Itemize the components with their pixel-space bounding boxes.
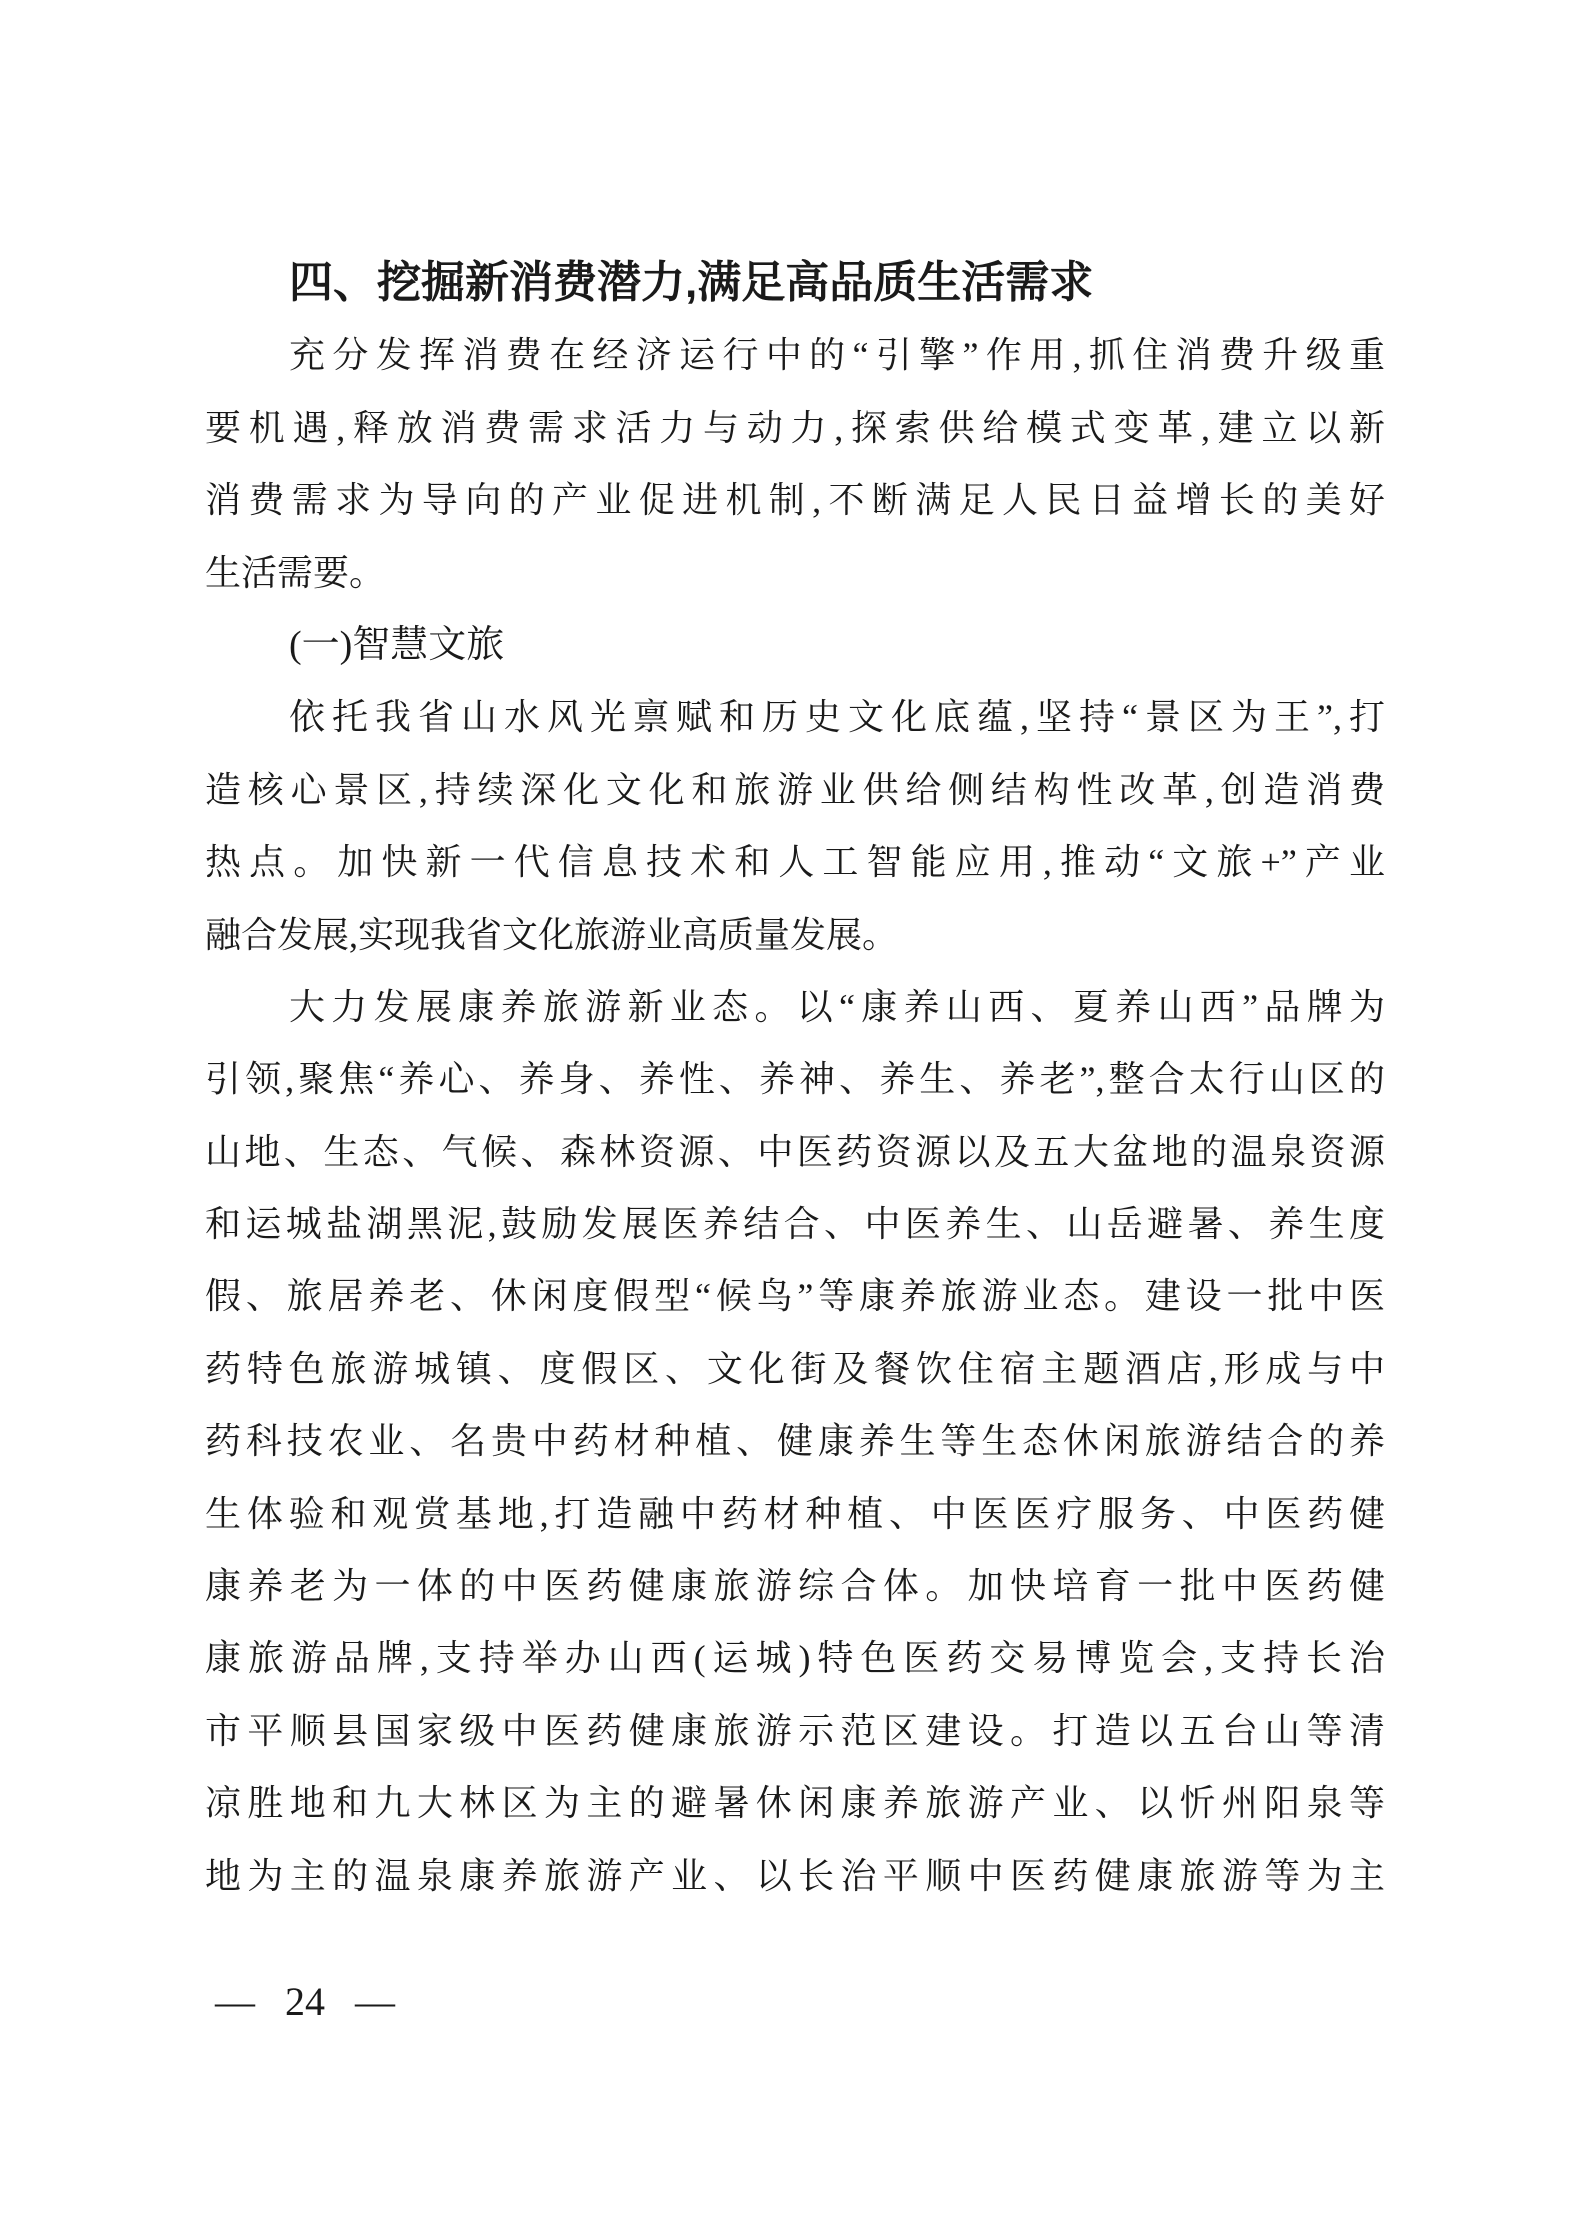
- text-line: 地为主的温泉康养旅游产业、以长治平顺中医药健康旅游等为主: [205, 1855, 1385, 1896]
- text-line: 山地、生态、气候、森林资源、中医药资源以及五大盆地的温泉资源: [205, 1131, 1385, 1172]
- text-line: 引领,聚焦“养心、养身、养性、养神、养生、养老”,整合太行山区的: [205, 1059, 1385, 1100]
- text-line: 药特色旅游城镇、度假区、文化街及餐饮住宿主题酒店,形成与中: [205, 1348, 1385, 1389]
- text-line: 药科技农业、名贵中药材种植、健康养生等生态休闲旅游结合的养: [205, 1421, 1385, 1462]
- text-line: 融合发展,实现我省文化旅游业高质量发展。: [205, 914, 899, 955]
- page-footer: [215, 1980, 395, 2024]
- footer-dash-left: —: [215, 1979, 255, 2024]
- text-line: 市平顺县国家级中医药健康旅游示范区建设。打造以五台山等清: [205, 1710, 1385, 1751]
- text-line: 生体验和观赏基地,打造融中药材种植、中医医疗服务、中医药健: [205, 1493, 1385, 1534]
- text-line: 要机遇,释放消费需求活力与动力,探索供给模式变革,建立以新: [205, 407, 1385, 448]
- footer-dash-right: —: [355, 1979, 395, 2024]
- text-line: 消费需求为导向的产业促进机制,不断满足人民日益增长的美好: [205, 480, 1385, 521]
- text-line: 造核心景区,持续深化文化和旅游业供给侧结构性改革,创造消费: [205, 769, 1385, 810]
- text-line: 凉胜地和九大林区为主的避暑休闲康养旅游产业、以忻州阳泉等: [205, 1783, 1385, 1824]
- text-line: 热点。加快新一代信息技术和人工智能应用,推动“文旅+”产业: [205, 842, 1385, 883]
- text-line: 康旅游品牌,支持举办山西(运城)特色医药交易博览会,支持长治: [205, 1638, 1385, 1679]
- text-line: 假、旅居养老、休闲度假型“候鸟”等康养旅游业态。建设一批中医: [205, 1276, 1385, 1317]
- text-line: 大力发展康养旅游新业态。以“康养山西、夏养山西”品牌为: [289, 986, 1385, 1027]
- text-line: 生活需要。: [205, 552, 386, 593]
- document-body: [205, 247, 1385, 1912]
- text-line: 充分发挥消费在经济运行中的“引擎”作用,抓住消费升级重: [289, 335, 1385, 376]
- section-heading: 四、挖掘新消费潜力,满足高品质生活需求: [289, 258, 1094, 307]
- subsection-heading: (一)智慧文旅: [289, 623, 505, 666]
- text-line: 康养老为一体的中医药健康旅游综合体。加快培育一批中医药健: [205, 1566, 1385, 1607]
- text-line: 和运城盐湖黑泥,鼓励发展医养结合、中医养生、山岳避暑、养生度: [205, 1204, 1385, 1245]
- text-line: 依托我省山水风光禀赋和历史文化底蕴,坚持“景区为王”,打: [289, 697, 1385, 738]
- page-number: 24: [285, 1979, 325, 2024]
